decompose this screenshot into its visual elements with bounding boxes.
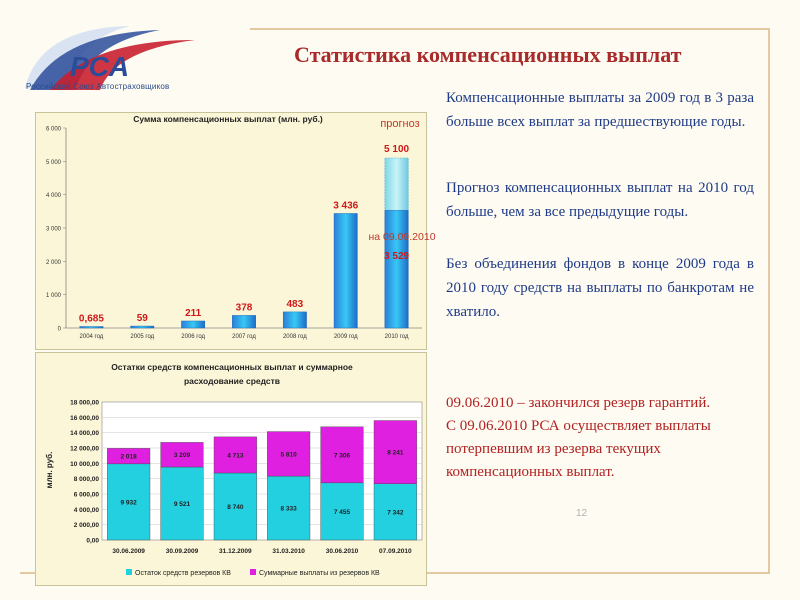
text-paragraph-1: Компенсационные выплаты за 2009 год в 3 раза больше всех выплат за предшествующие годы. <box>446 90 754 130</box>
chart-1-y-tick-label: 1 000 <box>45 293 61 300</box>
chart-1-value-label: 483 <box>286 298 304 310</box>
chart-2-y-tick-label: 6 000,00 <box>73 491 99 499</box>
chart-2-value-label: 9 932 <box>120 499 137 507</box>
chart-1-y-tick-label: 2 000 <box>45 259 61 266</box>
chart-2-value-label: 7 342 <box>387 509 404 517</box>
chart-2-value-label: 7 306 <box>333 452 351 460</box>
chart-2-value-label: 8 333 <box>280 505 297 513</box>
legend-label-payments: Суммарные выплаты из резервов КВ <box>259 570 380 577</box>
chart-1-value-label: 211 <box>185 307 202 319</box>
page-title: Статистика компенсационных выплат <box>294 42 682 67</box>
chart-2-y-tick-label: 8 000,00 <box>73 476 99 484</box>
chart-2-x-label: 30.09.2009 <box>165 548 199 555</box>
chart-2-legend <box>126 569 380 577</box>
chart-1-x-label: 2007 год <box>232 334 256 340</box>
chart-1-value-label: 378 <box>235 302 253 314</box>
chart-1-value-label: 3 529 <box>384 251 410 262</box>
chart-1-forecast-value: 5 100 <box>384 144 410 155</box>
chart-2-y-tick-label: 4 000,00 <box>73 506 99 514</box>
chart-2-y-tick-label: 12 000,00 <box>70 445 99 453</box>
chart-1-forecast-label: прогноз <box>380 118 420 130</box>
logo-caption: Российский Союз Автостраховщиков <box>26 82 170 91</box>
chart-1-y-tick-label: 5 000 <box>45 159 61 166</box>
legend-swatch-payments <box>250 569 256 575</box>
chart-2-x-label: 31.03.2010 <box>272 548 305 555</box>
chart-1-y-tick-label: 6 000 <box>45 126 61 133</box>
chart-1-y-tick-label: 0 <box>57 326 61 333</box>
logo-abbrev: PCA <box>70 51 130 82</box>
chart-2-y-tick-label: 2 000,00 <box>73 522 99 530</box>
chart-2-value-label: 8 241 <box>387 449 404 457</box>
chart-2-y-tick-label: 14 000,00 <box>70 430 99 438</box>
text-paragraph-2: Прогноз компенсационных выплат на 2010 год больше, чем за все предыдущие годы. <box>446 180 754 220</box>
chart-1-y-tick-label: 4 000 <box>45 193 61 200</box>
chart-2-value-label: 5 810 <box>280 451 297 459</box>
chart-2-value-label: 8 740 <box>227 503 244 511</box>
chart-2-y-ticks <box>70 400 99 545</box>
chart-2-y-label: млн. руб. <box>45 451 54 489</box>
chart-2-value-label: 9 521 <box>173 501 191 509</box>
text-paragraph-4a: 09.06.2010 – закончился резерв гарантий. <box>446 395 711 411</box>
chart-2-value-label: 4 713 <box>227 452 244 460</box>
chart-2-value-label: 7 455 <box>333 508 351 516</box>
chart-1-date-annotation: на 09.09.2010 <box>368 231 436 243</box>
chart-1-y-tick-label: 3 000 <box>45 226 61 233</box>
chart-2-y-tick-label: 0,00 <box>86 537 99 545</box>
chart-1-value-label: 0,685 <box>78 313 104 325</box>
chart-2-title-line-1: Остатки средств компенсационных выплат и суммарное <box>111 362 353 372</box>
chart-1-x-label: 2005 год <box>130 334 155 340</box>
text-paragraph-3: Без объединения фондов в конце 2009 года в 2010 году средств на выплаты по банкротам не хватило. <box>446 256 754 320</box>
chart-1-value-label: 3 436 <box>333 200 359 212</box>
chart-2-y-tick-label: 10 000,00 <box>70 460 99 468</box>
legend-swatch-balance <box>126 569 132 575</box>
chart-2-x-label: 30.06.2010 <box>325 548 359 555</box>
chart-1-x-label: 2004 год <box>79 334 104 340</box>
chart-2-x-label: 30.06.2009 <box>112 548 145 555</box>
chart-2-y-tick-label: 18 000,00 <box>70 399 99 407</box>
text-paragraph-4b: С 09.06.2010 РСА осуществляет выплаты потерпевшим из резерва текущих компенсационных выплат. <box>446 418 711 480</box>
chart-2-value-label: 3 209 <box>173 452 191 460</box>
chart-1-x-label: 2009 год <box>333 334 358 340</box>
chart-1-x-label: 2006 год <box>181 334 206 340</box>
legend-label-balance: Остаток средств резервов КВ <box>135 570 231 577</box>
chart-2-x-label: 07.09.2010 <box>379 548 412 555</box>
chart-2-y-tick-label: 16 000,00 <box>70 414 99 422</box>
chart-1-title: Сумма компенсационных выплат (млн. руб.) <box>133 114 323 124</box>
chart-2-x-labels <box>112 548 412 555</box>
chart-2-title-line-2: расходование средств <box>183 376 281 386</box>
chart-1-x-label: 2008 год <box>282 334 307 340</box>
chart-2-value-label: 2 018 <box>120 453 137 461</box>
chart-1-x-label: 2010 год <box>384 334 409 340</box>
chart-2-x-label: 31.12.2009 <box>219 548 252 555</box>
page-number: 12 <box>576 508 588 519</box>
chart-1-value-label: 59 <box>136 313 148 325</box>
